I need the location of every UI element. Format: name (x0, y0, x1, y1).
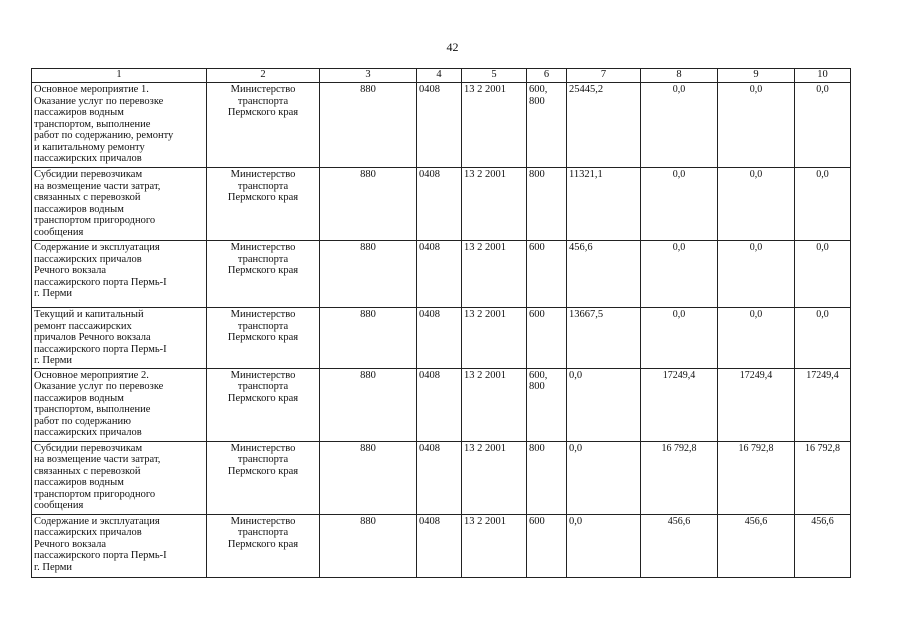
cell-target-article: 13 2 2001 (462, 168, 527, 241)
cell-col-8-value: 0,0 (641, 83, 718, 168)
cell-activity: Содержание и эксплуатация пассажирских причалов Речного вокзала пассажирского порта Пермь-I г. Перми (32, 241, 207, 308)
cell-section: 0408 (417, 514, 462, 577)
cell-expense-type: 600 (527, 308, 567, 369)
cell-code: 880 (320, 514, 417, 577)
header-col-3: 3 (320, 69, 417, 83)
cell-activity: Субсидии перевозчикам на возмещение части затрат, связанных с перевозкой пассажиров водным транспортом пригородного сообщения (32, 441, 207, 514)
cell-col-9-value: 17249,4 (718, 368, 795, 441)
table-row (32, 514, 851, 577)
cell-code: 880 (320, 308, 417, 369)
cell-ministry: Министерство транспорта Пермского края (207, 368, 320, 441)
cell-col-7-value: 0,0 (567, 514, 641, 577)
table-row (32, 83, 851, 168)
cell-ministry: Министерство транспорта Пермского края (207, 308, 320, 369)
table-row (32, 168, 851, 241)
budget-table (31, 68, 851, 578)
cell-expense-type: 600, 800 (527, 83, 567, 168)
header-col-5: 5 (462, 69, 527, 83)
cell-col-8-value: 17249,4 (641, 368, 718, 441)
cell-target-article: 13 2 2001 (462, 514, 527, 577)
cell-target-article: 13 2 2001 (462, 308, 527, 369)
cell-code: 880 (320, 168, 417, 241)
cell-expense-type: 800 (527, 441, 567, 514)
cell-col-8-value: 0,0 (641, 168, 718, 241)
cell-section: 0408 (417, 308, 462, 369)
cell-ministry: Министерство транспорта Пермского края (207, 168, 320, 241)
header-col-1: 1 (32, 69, 207, 83)
table-row (32, 441, 851, 514)
cell-activity: Текущий и капитальный ремонт пассажирских причалов Речного вокзала пассажирского порта Пермь-I г. Перми (32, 308, 207, 369)
cell-code: 880 (320, 83, 417, 168)
cell-target-article: 13 2 2001 (462, 83, 527, 168)
cell-ministry: Министерство транспорта Пермского края (207, 241, 320, 308)
cell-target-article: 13 2 2001 (462, 368, 527, 441)
cell-col-9-value: 16 792,8 (718, 441, 795, 514)
cell-section: 0408 (417, 83, 462, 168)
cell-col-7-value: 0,0 (567, 368, 641, 441)
cell-expense-type: 800 (527, 168, 567, 241)
cell-col-9-value: 0,0 (718, 168, 795, 241)
cell-activity: Содержание и эксплуатация пассажирских причалов Речного вокзала пассажирского порта Пермь-I г. Перми (32, 514, 207, 577)
cell-col-8-value: 0,0 (641, 308, 718, 369)
cell-col-8-value: 16 792,8 (641, 441, 718, 514)
cell-col-10-value: 16 792,8 (795, 441, 851, 514)
cell-ministry: Министерство транспорта Пермского края (207, 83, 320, 168)
cell-col-7-value: 25445,2 (567, 83, 641, 168)
header-col-6: 6 (527, 69, 567, 83)
cell-col-7-value: 0,0 (567, 441, 641, 514)
table-row (32, 368, 851, 441)
cell-section: 0408 (417, 168, 462, 241)
cell-target-article: 13 2 2001 (462, 241, 527, 308)
header-col-10: 10 (795, 69, 851, 83)
cell-col-10-value: 17249,4 (795, 368, 851, 441)
cell-activity: Основное мероприятие 1. Оказание услуг по перевозке пассажиров водным транспортом, выполнение работ по содержанию, ремонту и капитальному ремонту пассажирских причалов (32, 83, 207, 168)
cell-activity: Основное мероприятие 2. Оказание услуг по перевозке пассажиров водным транспортом, выполнение работ по содержанию пассажирских причалов (32, 368, 207, 441)
cell-section: 0408 (417, 368, 462, 441)
cell-col-8-value: 0,0 (641, 241, 718, 308)
cell-col-10-value: 0,0 (795, 168, 851, 241)
cell-expense-type: 600 (527, 241, 567, 308)
table-row (32, 241, 851, 308)
header-col-4: 4 (417, 69, 462, 83)
header-row (32, 69, 851, 83)
header-col-2: 2 (207, 69, 320, 83)
cell-col-9-value: 0,0 (718, 83, 795, 168)
cell-col-7-value: 11321,1 (567, 168, 641, 241)
cell-section: 0408 (417, 441, 462, 514)
header-col-9: 9 (718, 69, 795, 83)
header-col-7: 7 (567, 69, 641, 83)
cell-col-10-value: 0,0 (795, 83, 851, 168)
cell-ministry: Министерство транспорта Пермского края (207, 514, 320, 577)
cell-col-9-value: 0,0 (718, 308, 795, 369)
cell-ministry: Министерство транспорта Пермского края (207, 441, 320, 514)
cell-section: 0408 (417, 241, 462, 308)
cell-col-7-value: 456,6 (567, 241, 641, 308)
cell-col-7-value: 13667,5 (567, 308, 641, 369)
cell-expense-type: 600 (527, 514, 567, 577)
cell-col-10-value: 0,0 (795, 241, 851, 308)
cell-col-10-value: 0,0 (795, 308, 851, 369)
cell-col-10-value: 456,6 (795, 514, 851, 577)
table-row (32, 308, 851, 369)
cell-activity: Субсидии перевозчикам на возмещение части затрат, связанных с перевозкой пассажиров водным транспортом пригородного сообщения (32, 168, 207, 241)
cell-code: 880 (320, 441, 417, 514)
cell-col-8-value: 456,6 (641, 514, 718, 577)
header-col-8: 8 (641, 69, 718, 83)
cell-col-9-value: 0,0 (718, 241, 795, 308)
cell-expense-type: 600, 800 (527, 368, 567, 441)
cell-code: 880 (320, 241, 417, 308)
cell-target-article: 13 2 2001 (462, 441, 527, 514)
cell-col-9-value: 456,6 (718, 514, 795, 577)
page-number: 42 (446, 40, 459, 54)
cell-code: 880 (320, 368, 417, 441)
